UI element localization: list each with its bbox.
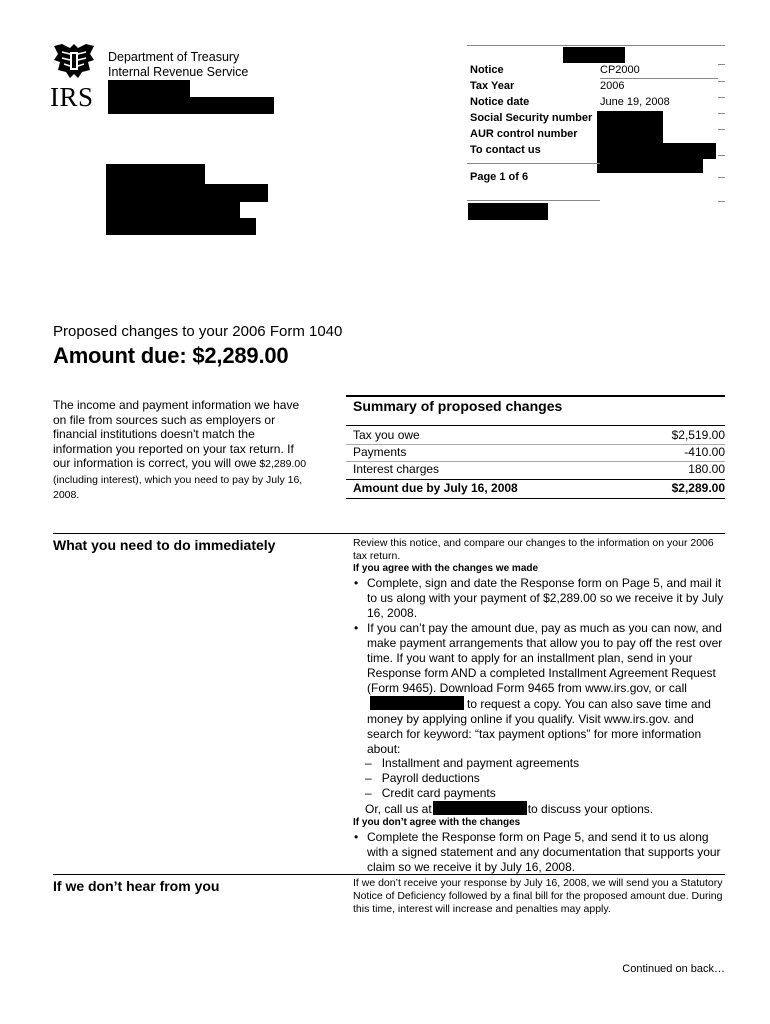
agency-name	[108, 50, 248, 80]
no-response-text: If we don’t receive your response by July 16, 2008, we will send you a Statutory Notice of Deficiency followed by a final bill for the proposed amount due. During this time, interest will increase and penalties may apply.	[353, 877, 723, 915]
notice-row	[467, 126, 725, 142]
summary-label: Payments	[353, 445, 407, 459]
dash-item: – Installment and payment agreements	[365, 756, 580, 770]
department-name: Department of Treasury	[108, 50, 240, 64]
disagree-list	[353, 830, 727, 875]
amount-due-title: Amount due: $2,289.00	[53, 343, 289, 368]
dash-text: Credit card payments	[381, 786, 496, 800]
redacted-phone	[433, 801, 527, 815]
dash-text: Payroll deductions	[381, 771, 480, 785]
bullet-text: If you can’t pay the amount due, pay as much as you can now, and make payment arrangements that allow you to pay off the rest over time. If you want to apply for an installment plan, send in your Response form AND a completed Installment Agreement Request (Form 9465). Download Form 9465 from	[367, 621, 723, 695]
service-name: Internal Revenue Service	[108, 65, 249, 79]
notice-label: Notice date	[470, 96, 530, 108]
summary-value: $2,519.00	[671, 428, 725, 442]
agree-list	[353, 576, 727, 757]
dash-item: – Credit card payments	[365, 786, 496, 800]
redacted-address	[106, 164, 205, 184]
redacted-block	[108, 80, 190, 97]
intro-owe-prefix: will owe	[214, 456, 257, 470]
redacted-address	[106, 202, 240, 218]
list-item: • Complete, sign and date the Response form on Page 5, and mail it to us along with your payment of $2,289.00 so we receive it by July 16, 2008.	[353, 576, 727, 621]
redacted-address	[106, 218, 256, 235]
page-indicator: Page 1 of 6	[470, 171, 529, 183]
dash-item: – Payroll deductions	[365, 771, 480, 785]
summary-label: Interest charges	[353, 462, 440, 476]
notice-label: Tax Year	[470, 80, 515, 92]
dash-text: Installment and payment agreements	[381, 756, 580, 770]
intro-owe-detail: $2,289.00 (including interest), which you need to pay by July 16, 2008.	[53, 458, 307, 501]
continued-note: Continued on back…	[622, 963, 725, 975]
notice-label: To contact us	[470, 144, 541, 156]
summary-label: Tax you owe	[353, 428, 420, 442]
section-heading-what-to-do: What you need to do immediately	[53, 537, 276, 553]
irs-logo	[48, 42, 100, 114]
list-item: • Complete the Response form on Page 5, and send it to us along with a signed statement and any documentation that supports your claim so we receive it by July 16, 2008.	[353, 830, 727, 875]
notice-row	[467, 110, 725, 126]
redacted-contact	[597, 143, 716, 159]
review-text: Review this notice, and compare our changes to the information on your 2006 tax return.	[353, 537, 714, 562]
summary-title: Summary of proposed changes	[353, 398, 563, 414]
notice-value: 2006	[600, 80, 625, 92]
redacted-aur	[597, 127, 663, 143]
agree-subheading: If you agree with the changes we made	[353, 563, 539, 574]
intro-paragraph	[53, 398, 308, 503]
summary-total-row	[353, 480, 725, 497]
notice-value: CP2000	[600, 64, 640, 76]
call-text: Or, call us at	[365, 802, 432, 816]
notice-label: AUR control number	[470, 128, 578, 140]
call-text: to discuss your options.	[527, 802, 654, 816]
proposed-changes-title: Proposed changes to your 2006 Form 1040	[53, 323, 343, 340]
redacted-block	[108, 97, 274, 114]
call-us-line	[365, 801, 653, 817]
intro-text: The income and payment information we have on file from sources such as employers or financial institutions doesn't match the information you reported on your tax return. If our information is correct, you	[53, 398, 300, 470]
notice-row	[467, 62, 725, 78]
section-heading-no-response: If we don’t hear from you	[53, 878, 220, 894]
redacted-block	[468, 203, 548, 220]
summary-total-label: Amount due by July 16, 2008	[353, 481, 518, 495]
redacted-address	[106, 184, 268, 202]
disagree-subheading: If you don’t agree with the changes	[353, 817, 521, 828]
summary-value: -410.00	[684, 445, 725, 459]
page-number	[467, 169, 667, 185]
notice-label: Notice	[470, 64, 504, 76]
list-item	[353, 621, 727, 757]
notice-value: June 19, 2008	[600, 96, 670, 108]
redacted-ssn	[597, 111, 663, 127]
notice-label: Social Security number	[470, 112, 593, 124]
bullet-text: can also save time and money by applying online if you qualify. Visit www.irs.gov. and search for keyword: “tax payment options” for more information about:	[367, 697, 711, 756]
bullet-text: www.irs.gov, or call	[585, 681, 687, 695]
summary-total-value: $2,289.00	[671, 481, 725, 495]
summary-value: 180.00	[688, 462, 725, 476]
notice-row	[467, 78, 725, 94]
notice-row	[467, 94, 725, 110]
summary-row	[353, 427, 725, 444]
bullet-text: to request a copy. You	[467, 697, 585, 711]
summary-row	[353, 444, 725, 461]
redacted-phone	[370, 696, 464, 710]
logo-text: IRS	[50, 82, 94, 112]
redacted-block	[563, 47, 625, 63]
summary-row	[353, 461, 725, 478]
